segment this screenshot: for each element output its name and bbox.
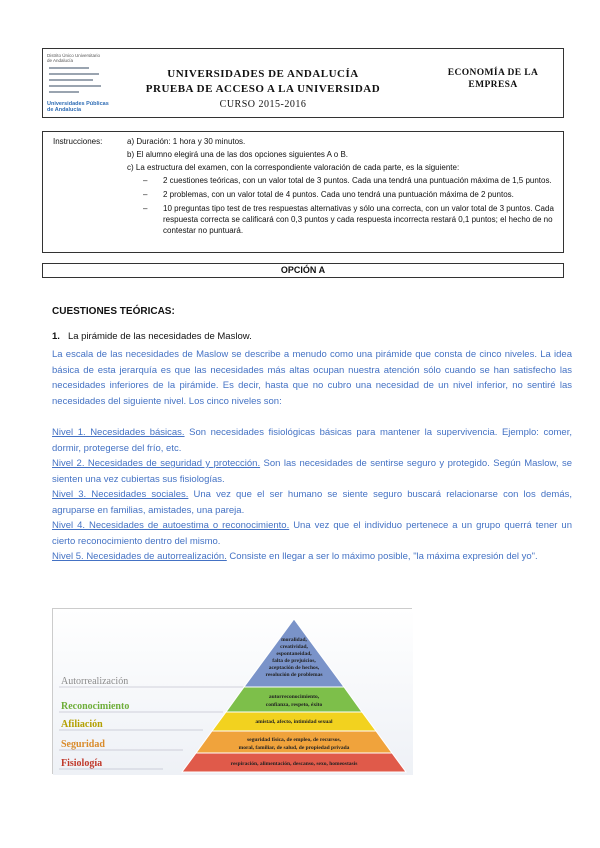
label-reconocimiento: Reconocimiento (61, 701, 130, 712)
top-text-1: moralidad, (281, 637, 307, 643)
instruction-bullet: – 10 preguntas tipo test de tres respuestas alternativas y sólo una correcta, con un valor total de 3 puntos. Cada respuesta correcta se calificará con 0,3 puntos y cada respuesta incorrecta restará 0,1 puntos; el hecho de no contestar no puntuará. (143, 204, 554, 235)
subject-line-2: EMPRESA (468, 80, 518, 90)
instruction-bullet: – 2 problemas, con un valor total de 4 puntos. Cada uno tendrá una puntuación máxima de 2 puntos. (143, 190, 514, 199)
question-text: La pirámide de las necesidades de Maslow. (67, 331, 252, 342)
label-fisiologia: Fisiología (61, 758, 103, 769)
top-text-3: espontaneidad, (276, 651, 312, 657)
exam-title (143, 67, 383, 112)
level4-text-2: moral, familiar, de salud, de propiedad privada (238, 745, 350, 751)
university-logo (47, 53, 115, 115)
option-title: OPCIÓN A (42, 263, 564, 278)
instruction-c: c) La estructura del examen, con la correspondiente valoración de cada parte, es la siguiente: (127, 163, 460, 172)
level-1: Nivel 1. Necesidades básicas. Son necesidades fisiológicas básicas para mantener la supervivencia. Ejemplo: comer, dormir, protegerse del frío, etc. (52, 427, 572, 454)
top-text-5: aceptación de hechos, (268, 665, 320, 671)
dash: – (143, 176, 148, 185)
logo-line-1: Distrito Único Universitario (47, 53, 101, 58)
instructions-label: Instrucciones: (53, 137, 103, 146)
level4-text-1: seguridad física, de empleo, de recursos, (246, 737, 342, 743)
title-line-1: UNIVERSIDADES DE ANDALUCÍA (167, 68, 359, 80)
instructions-list (127, 136, 555, 239)
level5-text-1: respiración, alimentación, descanso, sexo, homeostasis (230, 761, 358, 767)
subject (433, 67, 553, 91)
level-4-name: Nivel 4. Necesidades de autoestima o reconocimiento. (52, 520, 290, 531)
level-1-name: Nivel 1. Necesidades básicas. (52, 427, 185, 438)
level-3-name: Nivel 3. Necesidades sociales. (52, 489, 189, 500)
label-seguridad: Seguridad (61, 739, 105, 750)
instruction-a: a) Duración: 1 hora y 30 minutos. (127, 137, 246, 146)
exam-header (42, 48, 564, 118)
level-5-name: Nivel 5. Necesidades de autorrealización. (52, 551, 227, 562)
question-number: 1. (52, 331, 60, 342)
top-text-4: falta de prejuicios, (272, 658, 316, 664)
level-3: Nivel 3. Necesidades sociales. Una vez que el ser humano se siente seguro buscará relacionarse con los demás, agruparse en familias, amistades, una pareja. (52, 489, 573, 516)
instruction-b: b) El alumno elegirá una de las dos opciones siguientes A o B. (127, 150, 349, 159)
maslow-pyramid-figure (52, 608, 412, 774)
label-autorrealizacion: Autorrealización (61, 676, 129, 687)
section-title: CUESTIONES TEÓRICAS: (52, 306, 175, 317)
label-afiliacion: Afiliación (61, 719, 103, 730)
level2-text-2: confianza, respeto, éxito (265, 702, 323, 708)
question-1-paragraph: La escala de las necesidades de Maslow se describe a menudo como una pirámide que consta de cinco niveles. La idea básica de esta jerarquía es que las necesidades más altas ocupan nuestra atención sólo cuando se han satisfecho las necesidades inferiores de la pirámide. Es decir, hasta que no cubro una necesidad de un nivel inferior, no sentiré las necesidades del siguiente nivel. Los cinco niveles son: (52, 349, 572, 407)
logo-line-2: de Andalucía (47, 58, 74, 63)
curso: CURSO 2015-2016 (219, 99, 307, 110)
dash: – (143, 190, 148, 199)
top-text-6: resolución de problemas (265, 672, 323, 678)
maslow-pyramid (53, 609, 413, 775)
question-1-title (52, 331, 252, 342)
level2-text-1: autorreconocimiento, (268, 694, 320, 700)
instructions-box (42, 131, 564, 253)
logo-brand: Universidades Públicas de Andalucía (47, 101, 109, 113)
level3-text-1: amistad, afecto, intimidad sexual (255, 719, 333, 725)
subject-line-1: ECONOMÍA DE LA (447, 68, 539, 78)
dash: – (143, 204, 148, 213)
level-2-name: Nivel 2. Necesidades de seguridad y protección. (52, 458, 261, 469)
top-text-2: creatividad, (280, 644, 308, 650)
maslow-levels (52, 425, 572, 565)
title-line-2: PRUEBA DE ACCESO A LA UNIVERSIDAD (145, 83, 381, 95)
level-5: Nivel 5. Necesidades de autorrealización. Consiste en llegar a ser lo máximo posible, "la máxima expresión del yo". (52, 551, 538, 562)
level-2: Nivel 2. Necesidades de seguridad y protección. Son las necesidades de sentirse seguro y protegido. Según Maslow, se sienten una vez cubiertas sus fisiologías. (52, 458, 572, 485)
level-4: Nivel 4. Necesidades de autoestima o reconocimiento. Una vez que el individuo pertenece a un grupo querrá tener un cierto reconocimiento dentro del mismo. (52, 520, 572, 547)
instruction-bullet: – 2 cuestiones teóricas, con un valor total de 3 puntos. Cada una tendrá una puntuación máxima de 1,5 puntos. (143, 176, 552, 185)
